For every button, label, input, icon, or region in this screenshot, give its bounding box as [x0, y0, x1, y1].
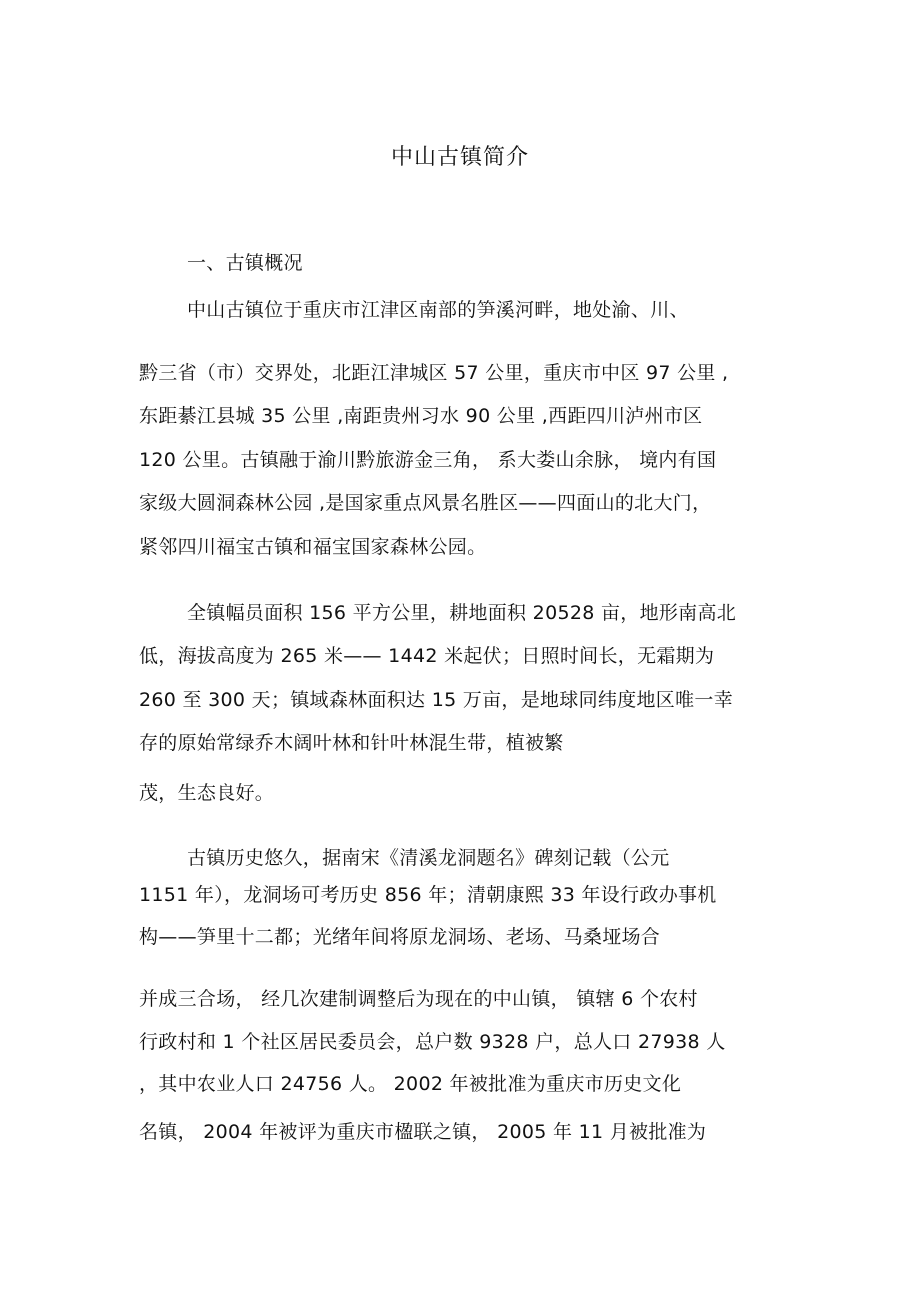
page-title: 中山古镇简介: [390, 145, 529, 170]
paragraph-1-line-2: 黔三省（市）交界处，北距江津城区 57 公里，重庆市中区 97 公里 ,: [139, 362, 729, 384]
paragraph-1-line-3: 东距綦江县城 35 公里 ,南距贵州习水 90 公里 ,西距四川泸州市区: [139, 405, 703, 427]
paragraph-1-line-5: 家级大圆洞森林公园 ,是国家重点风景名胜区——四面山的北大门，: [139, 492, 712, 514]
paragraph-2-line-5: 茂，生态良好。: [139, 782, 275, 804]
paragraph-1-line-4: 120 公里。古镇融于渝川黔旅游金三角， 系大娄山余脉， 境内有国: [139, 449, 717, 471]
paragraph-2-line-4: 存的原始常绿乔木阔叶林和针叶林混生带，植被繁: [139, 732, 564, 754]
paragraph-3-line-6: ，其中农业人口 24756 人。 2002 年被批准为重庆市历史文化: [139, 1073, 682, 1095]
section-heading: 一、古镇概况: [187, 252, 303, 274]
paragraph-2-line-3: 260 至 300 天；镇域森林面积达 15 万亩，是地球同纬度地区唯一幸: [139, 689, 734, 711]
paragraph-2-line-1: 全镇幅员面积 156 平方公里，耕地面积 20528 亩，地形南高北: [187, 602, 737, 624]
paragraph-3-line-5: 行政村和 1 个社区居民委员会，总户数 9328 户，总人口 27938 人: [139, 1031, 726, 1053]
paragraph-3-line-1: 古镇历史悠久，据南宋《清溪龙洞题名》碑刻记载（公元: [187, 847, 670, 869]
paragraph-1-line-1: 中山古镇位于重庆市江津区南部的笋溪河畔，地处渝、川、: [187, 299, 689, 321]
paragraph-1-line-6: 紧邻四川福宝古镇和福宝国家森林公园。: [139, 536, 487, 558]
paragraph-3-line-3: 构——笋里十二都；光绪年间将原龙洞场、老场、马桑垭场合: [139, 926, 661, 948]
paragraph-2-line-2: 低，海拔高度为 265 米—— 1442 米起伏；日照时间长，无霜期为: [139, 645, 715, 667]
paragraph-3-line-2: 1151 年），龙洞场可考历史 856 年；清朝康熙 33 年设行政办事机: [139, 884, 717, 906]
paragraph-3-line-7: 名镇， 2004 年被评为重庆市楹联之镇， 2005 年 11 月被批准为: [139, 1121, 707, 1143]
paragraph-3-line-4: 并成三合场， 经几次建制调整后为现在的中山镇， 镇辖 6 个农村: [139, 988, 698, 1010]
